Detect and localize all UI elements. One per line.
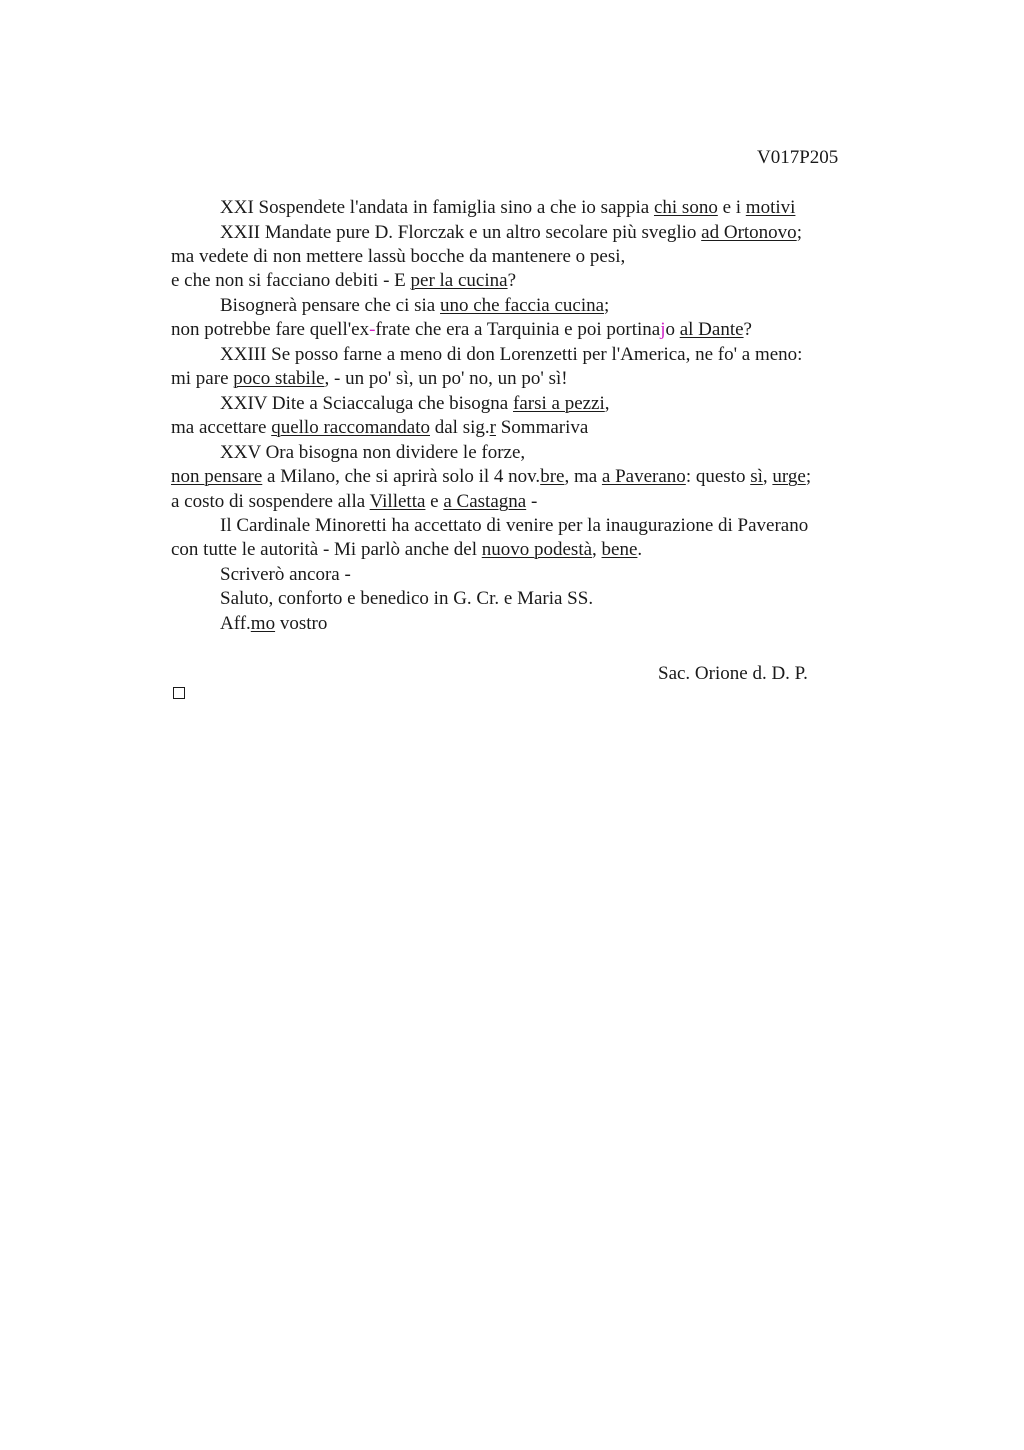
letter-line-3: ma vedete di non mettere lassù bocche da mantenere o pesi,	[171, 246, 626, 267]
letter-line-6: non potrebbe fare quell'ex-frate che era a Tarquinia e poi portinajo al Dante?	[171, 319, 752, 340]
letter-line-13: a costo di sospendere alla Villetta e a Castagna -	[171, 491, 538, 512]
letter-line-7: XXIII Se posso farne a meno di don Lorenzetti per l'America, ne fo' a meno:	[220, 344, 803, 365]
letter-line-2: XXII Mandate pure D. Florczak e un altro secolare più sveglio ad Ortonovo;	[220, 222, 802, 243]
highlighted-letter: j	[660, 319, 666, 340]
letter-line-9: XXIV Dite a Sciaccaluga che bisogna farsi a pezzi,	[220, 393, 610, 414]
letter-line-12: non pensare a Milano, che si aprirà solo il 4 nov.bre, ma a Paverano: questo sì, urge;	[171, 466, 812, 487]
letter-line-4: e che non si facciano debiti - E per la cucina?	[171, 270, 517, 291]
highlighted-hyphen: -	[369, 319, 376, 340]
letter-line-17: Saluto, conforto e benedico in G. Cr. e Maria SS.	[220, 588, 594, 609]
signature: Sac. Orione d. D. P.	[658, 663, 808, 684]
letter-line-15: con tutte le autorità - Mi parlò anche del nuovo podestà, bene.	[171, 539, 643, 560]
letter-line-14: Il Cardinale Minoretti ha accettato di venire per la inaugurazione di Paverano	[220, 515, 809, 536]
letter-line-8: mi pare poco stabile, - un po' sì, un po' no, un po' sì!	[171, 368, 568, 389]
page-identifier: V017P205	[757, 147, 839, 168]
letter-line-18: Aff.mo vostro	[220, 613, 328, 634]
end-marker-box	[173, 687, 185, 699]
letter-line-5: Bisognerà pensare che ci sia uno che faccia cucina;	[220, 295, 610, 316]
letter-line-11: XXV Ora bisogna non dividere le forze,	[220, 442, 526, 463]
letter-line-10: ma accettare quello raccomandato dal sig.r Sommariva	[171, 417, 589, 438]
letter-line-1: XXI Sospendete l'andata in famiglia sino a che io sappia chi sono e i motivi	[220, 197, 796, 218]
letter-line-16: Scriverò ancora -	[220, 564, 351, 585]
